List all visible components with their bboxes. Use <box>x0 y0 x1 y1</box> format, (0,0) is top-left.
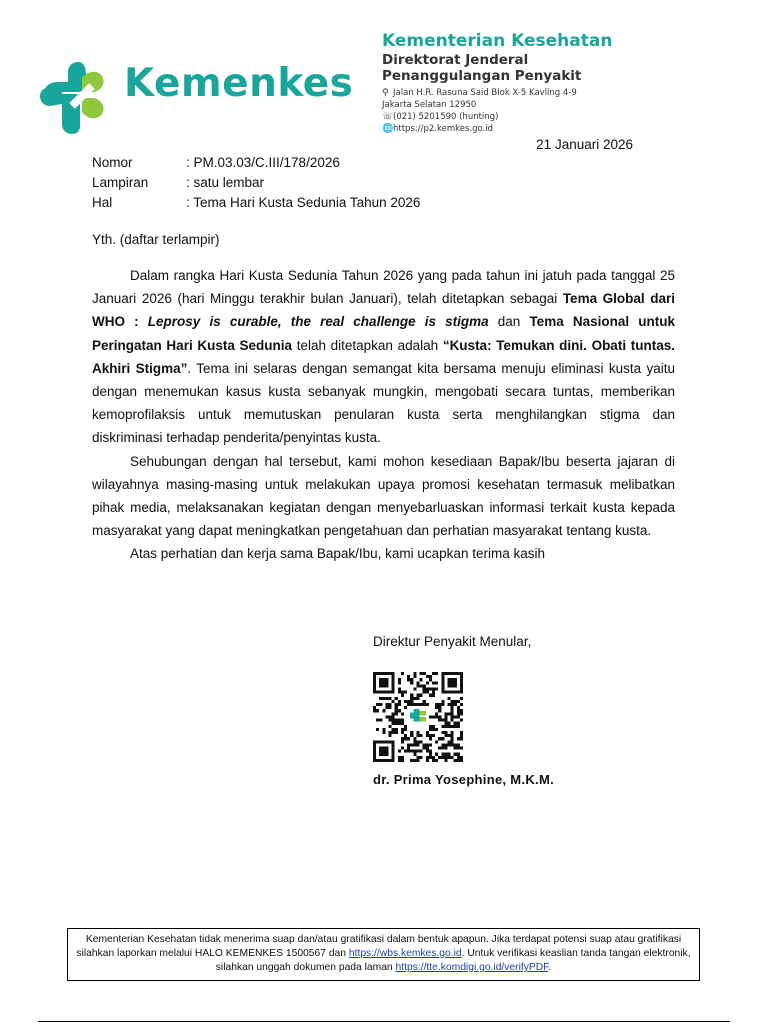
meta-row-lampiran <box>92 173 420 193</box>
meta-value: : PM.03.03/C.III/178/2026 <box>186 155 340 170</box>
letter-meta <box>92 153 420 213</box>
bottom-rule <box>38 1021 730 1022</box>
directorate-line-2: Penanggulangan Penyakit <box>382 68 582 84</box>
signatory-title: Direktur Penyakit Menular, <box>373 634 532 649</box>
paragraph-3: Atas perhatian dan kerja sama Bapak/Ibu, kami ucapkan terima kasih <box>130 546 545 562</box>
letter-body <box>92 264 675 566</box>
brand-wordmark: Kemenkes <box>124 61 354 106</box>
ministry-name: Kementerian Kesehatan <box>382 31 613 51</box>
meta-label: Hal <box>92 195 113 210</box>
wbs-link[interactable]: https://wbs.kemkes.go.id <box>348 948 462 959</box>
meta-label: Nomor <box>92 155 133 170</box>
meta-row-nomor <box>92 153 420 173</box>
meta-value: : Tema Hari Kusta Sedunia Tahun 2026 <box>186 195 421 210</box>
paragraph-1: Dalam rangka Hari Kusta Sedunia Tahun 2026 yang pada tahun ini jatuh pada tanggal 25 Januari 2026 (hari Minggu terakhir bulan Januari), telah ditetapkan sebagai Tema Global dari WHO : Leprosy is curable, the real challenge is stigma dan Tema Nasional untuk Peringatan Hari Kusta Sedunia telah ditetapkan adalah “Kusta: Temukan dini. Obati tuntas. Akhiri Stigma”. Tema ini selaras dengan semangat kita bersama menuju eliminasi kusta yaitu dengan menemukan kasus kusta sebanyak mungkin, mengobati secara tuntas, memberikan kemoprofilaksis untuk memutuskan penularan kusta serta menghilangkan stigma dan diskriminasi terhadap penderita/penyintas kusta. <box>92 268 675 446</box>
disclaimer-box: Kementerian Kesehatan tidak menerima suap dan/atau gratifikasi dalam bentuk apapun. Jika terdapat potensi suap atau gratifikasi silahkan laporkan melalui HALO KEMENKES 1500567 dan https://wbs.kemkes.go.id. Untuk verifikasi keaslian tanda tangan elektronik, silahkan unggah dokumen pada laman https://tte.komdigi.go.id/verifyPDF. <box>67 928 700 981</box>
kemenkes-logo-icon <box>36 56 116 136</box>
meta-row-hal <box>92 193 420 213</box>
meta-label: Lampiran <box>92 175 149 190</box>
signatory-name: dr. Prima Yosephine, M.K.M. <box>373 772 554 787</box>
meta-value: : satu lembar <box>186 175 265 190</box>
website-line[interactable]: 🌐https://p2.kemkes.go.id <box>382 124 493 134</box>
signature-qr-code[interactable] <box>373 672 463 762</box>
phone-icon: ☏ <box>382 112 394 122</box>
address-line-1: ⚲ Jalan H.R. Rasuna Said Blok X-5 Kavling 4-9 <box>382 88 577 98</box>
address-line-2: Jakarta Selatan 12950 <box>382 100 477 110</box>
letterhead <box>382 33 612 135</box>
letter-date: 21 Januari 2026 <box>536 137 633 152</box>
globe-icon: 🌐 <box>382 124 394 134</box>
phone-line: ☏(021) 5201590 (hunting) <box>382 112 499 122</box>
directorate-line-1: Direktorat Jenderal <box>382 52 529 68</box>
location-pin-icon: ⚲ <box>382 88 389 98</box>
verify-pdf-link[interactable]: https://tte.komdigi.go.id/verifyPDF <box>395 962 549 973</box>
recipient: Yth. (daftar terlampir) <box>92 232 220 247</box>
paragraph-2: Sehubungan dengan hal tersebut, kami mohon kesediaan Bapak/Ibu beserta jajaran di wilayahnya masing-masing untuk melakukan upaya promosi kesehatan termasuk melibatkan pihak media, melaksanakan kegiatan dengan menyebarluaskan informasi terkait kusta kepada masyarakat yang dapat meningkatkan pengetahuan dan perhatian masyarakat tentang kusta. <box>92 453 675 539</box>
